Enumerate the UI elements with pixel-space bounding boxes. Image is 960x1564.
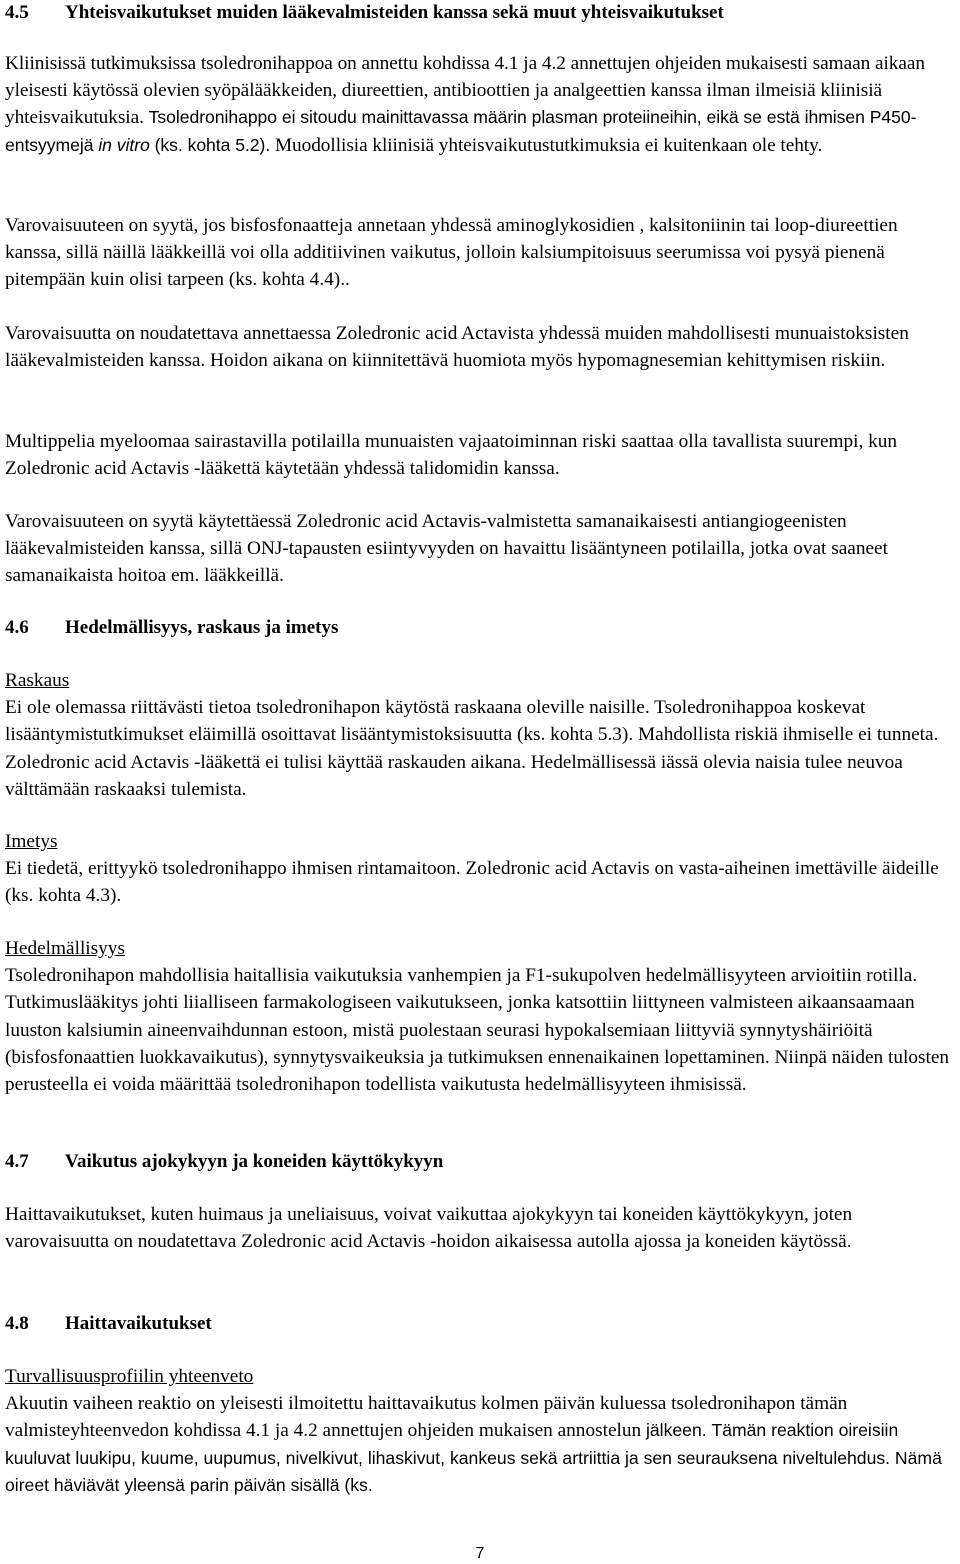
subheading-raskaus: Raskaus bbox=[5, 670, 70, 691]
subheading-imetys: Imetys bbox=[5, 831, 58, 852]
paragraph-fertility: Tsoledronihapon mahdollisia haitallisia vaikutuksia vanhempien ja F1-sukupolven hedelmällisyyteen arvioitiin rotilla. Tutkimuslääkitys johti liialliseen farmakologiseen vaikutukseen, jonka katsottiin liittyneen valmisteen aikaansaamaan luuston kalsiumin aineenvaihdunnan estoon, mistä puolestaan seurasi hypokalsemiaan liittyviä synnytyshäiriöitä (bisfosfonaattien luokkavaikutus), synnytysvaikeuksia ja tutkimuksen ennenaikainen lopettaminen. Niinpä näiden tulosten perusteella ei voida määrittää tsoledronihapon todellista vaikutusta hedelmällisyyteen ihmisissä. bbox=[5, 965, 950, 1096]
section-title: Vaikutus ajokykyyn ja koneiden käyttökykyyn bbox=[65, 1151, 444, 1172]
subsection-fertility bbox=[5, 935, 955, 1098]
paragraph-lactation: Ei tiedetä, erittyykö tsoledronihappo ihmisen rintamaitoon. Zoledronic acid Actavis on vasta-aiheinen imettäville äideille (ks. kohta 4.3). bbox=[5, 858, 939, 907]
subheading-safety-profile: Turvallisuusprofiilin yhteenveto bbox=[5, 1366, 254, 1387]
subsection-lactation bbox=[5, 828, 955, 910]
paragraph-text: Kliinisissä tutkimuksissa tsoledronihappoa on annettu kohdissa 4.1 ja 4.2 annettujen ohjeiden mukaisesti samaan aikaan yleisesti käytössä olevien syöpälääkkeiden, diureettien, antibioottien ja analgeettien kanssa ilman ilmeisiä kliinisiä yhteisvaikutuksia. bbox=[5, 53, 925, 129]
text-run: (ks. kohta 5.2). bbox=[154, 134, 271, 155]
section-4-8-heading bbox=[5, 1313, 955, 1335]
subheading-hedelmallisyys: Hedelmällisyys bbox=[5, 938, 125, 959]
paragraph-caution-bisphosphonates: Varovaisuuteen on syytä, jos bisfosfonaatteja annetaan yhdessä aminoglykosidien , kalsitoniinin tai loop-diureettien kanssa, sillä näillä lääkkeillä voi olla additiivinen vaikutus, jolloin kalsiumpitoisuus seerumissa voi pysyä pienenä pitempään kuin olisi tarpeen (ks. kohta 4.4).. bbox=[5, 215, 898, 291]
paragraph-antiangiogenic: Varovaisuuteen on syytä käytettäessä Zoledronic acid Actavis-valmistetta samanaikaisesti antiangiogeenisten lääkevalmisteiden kanssa, sillä ONJ-tapausten esiintyvyyden on havaittu lisääntyneen potilailla, jotka ovat saaneet samanaikaista hoitoa em. lääkkeillä. bbox=[5, 511, 888, 587]
subsection-safety-profile bbox=[5, 1363, 955, 1499]
section-title: Hedelmällisyys, raskaus ja imetys bbox=[65, 617, 339, 638]
paragraph-text-sans: jälkeen. bbox=[645, 1420, 707, 1441]
page-number: 7 bbox=[475, 1545, 485, 1562]
section-title: Haittavaikutukset bbox=[65, 1313, 212, 1334]
paragraph-text: Akuutin vaiheen reaktio on yleisesti ilmoitettu haittavaikutus kolmen päivän kuluessa tsoledronihapon tämän valmisteyhteenvedon kohdissa 4.1 ja 4.2 annettujen ohjeiden mukaisen annostelun bbox=[5, 1393, 848, 1442]
paragraph-interactions-clinical bbox=[5, 50, 955, 159]
paragraph-pregnancy: Ei ole olemassa riittävästi tietoa tsoledronihapon käytöstä raskaana oleville naisille. Tsoledronihappoa koskevat lisääntymistutkimukset eläimillä osoittavat lisääntymistoksisuutta (ks. kohta 5.3). Mahdollista riskiä ihmiselle ei tunneta. Zoledronic acid Actavis -lääkettä ei tulisi käyttää raskauden aikana. Hedelmällisessä iässä olevia naisia tulee neuvoa välttämään raskaaksi tulemista. bbox=[5, 697, 939, 800]
section-title: Yhteisvaikutukset muiden lääkevalmisteiden kanssa sekä muut yhteisvaikutukset bbox=[65, 2, 724, 23]
section-4-6-heading bbox=[5, 617, 955, 639]
section-number: 4.8 bbox=[5, 1313, 29, 1334]
section-4-7-heading bbox=[5, 1151, 955, 1173]
paragraph-text-sans: Tämän reaktion oireisiin kuuluvat luukipu, kuume, uupumus, nivelkivut, lihaskivut, kankeus sekä artriittia ja sen seurauksena niveltulehdus. Nämä oireet häviävät yleensä parin päivän sisällä (ks. bbox=[5, 1420, 942, 1495]
paragraph-myeloma: Multippelia myeloomaa sairastavilla potilailla munuaisten vajaatoiminnan riski saattaa olla tavallista suurempi, kun Zoledronic acid Actavis -lääkettä käytetään yhdessä talidomidin kanssa. bbox=[5, 431, 898, 480]
italic-text: in vitro bbox=[98, 134, 150, 155]
subsection-pregnancy bbox=[5, 667, 955, 803]
paragraph-safety-profile bbox=[5, 1390, 955, 1499]
paragraph-text: Muodollisia kliinisiä yhteisvaikutustutkimuksia ei kuitenkaan ole tehty. bbox=[274, 134, 823, 156]
paragraph-nephrotoxic: Varovaisuutta on noudatettava annettaessa Zoledronic acid Actavista yhdessä muiden mahdollisesti munuaistoksisten lääkevalmisteiden kanssa. Hoidon aikana on kiinnitettävä huomiota myös hypomagnesemian kehittymisen riskiin. bbox=[5, 323, 909, 372]
text-run: Tsoledronihappo ei sitoudu mainittavassa määrin plasman proteiineihin, eikä se estä ihmisen P450-entsyymejä bbox=[5, 107, 917, 155]
section-number: 4.6 bbox=[5, 617, 29, 638]
section-number: 4.5 bbox=[5, 2, 29, 23]
section-number: 4.7 bbox=[5, 1151, 29, 1172]
paragraph-driving: Haittavaikutukset, kuten huimaus ja uneliaisuus, voivat vaikuttaa ajokykyyn tai koneiden käyttökykyyn, joten varovaisuutta on noudatettava Zoledronic acid Actavis -hoidon aikaisessa autolla ajossa ja koneiden käytössä. bbox=[5, 1204, 853, 1253]
section-4-5-heading bbox=[5, 2, 955, 24]
